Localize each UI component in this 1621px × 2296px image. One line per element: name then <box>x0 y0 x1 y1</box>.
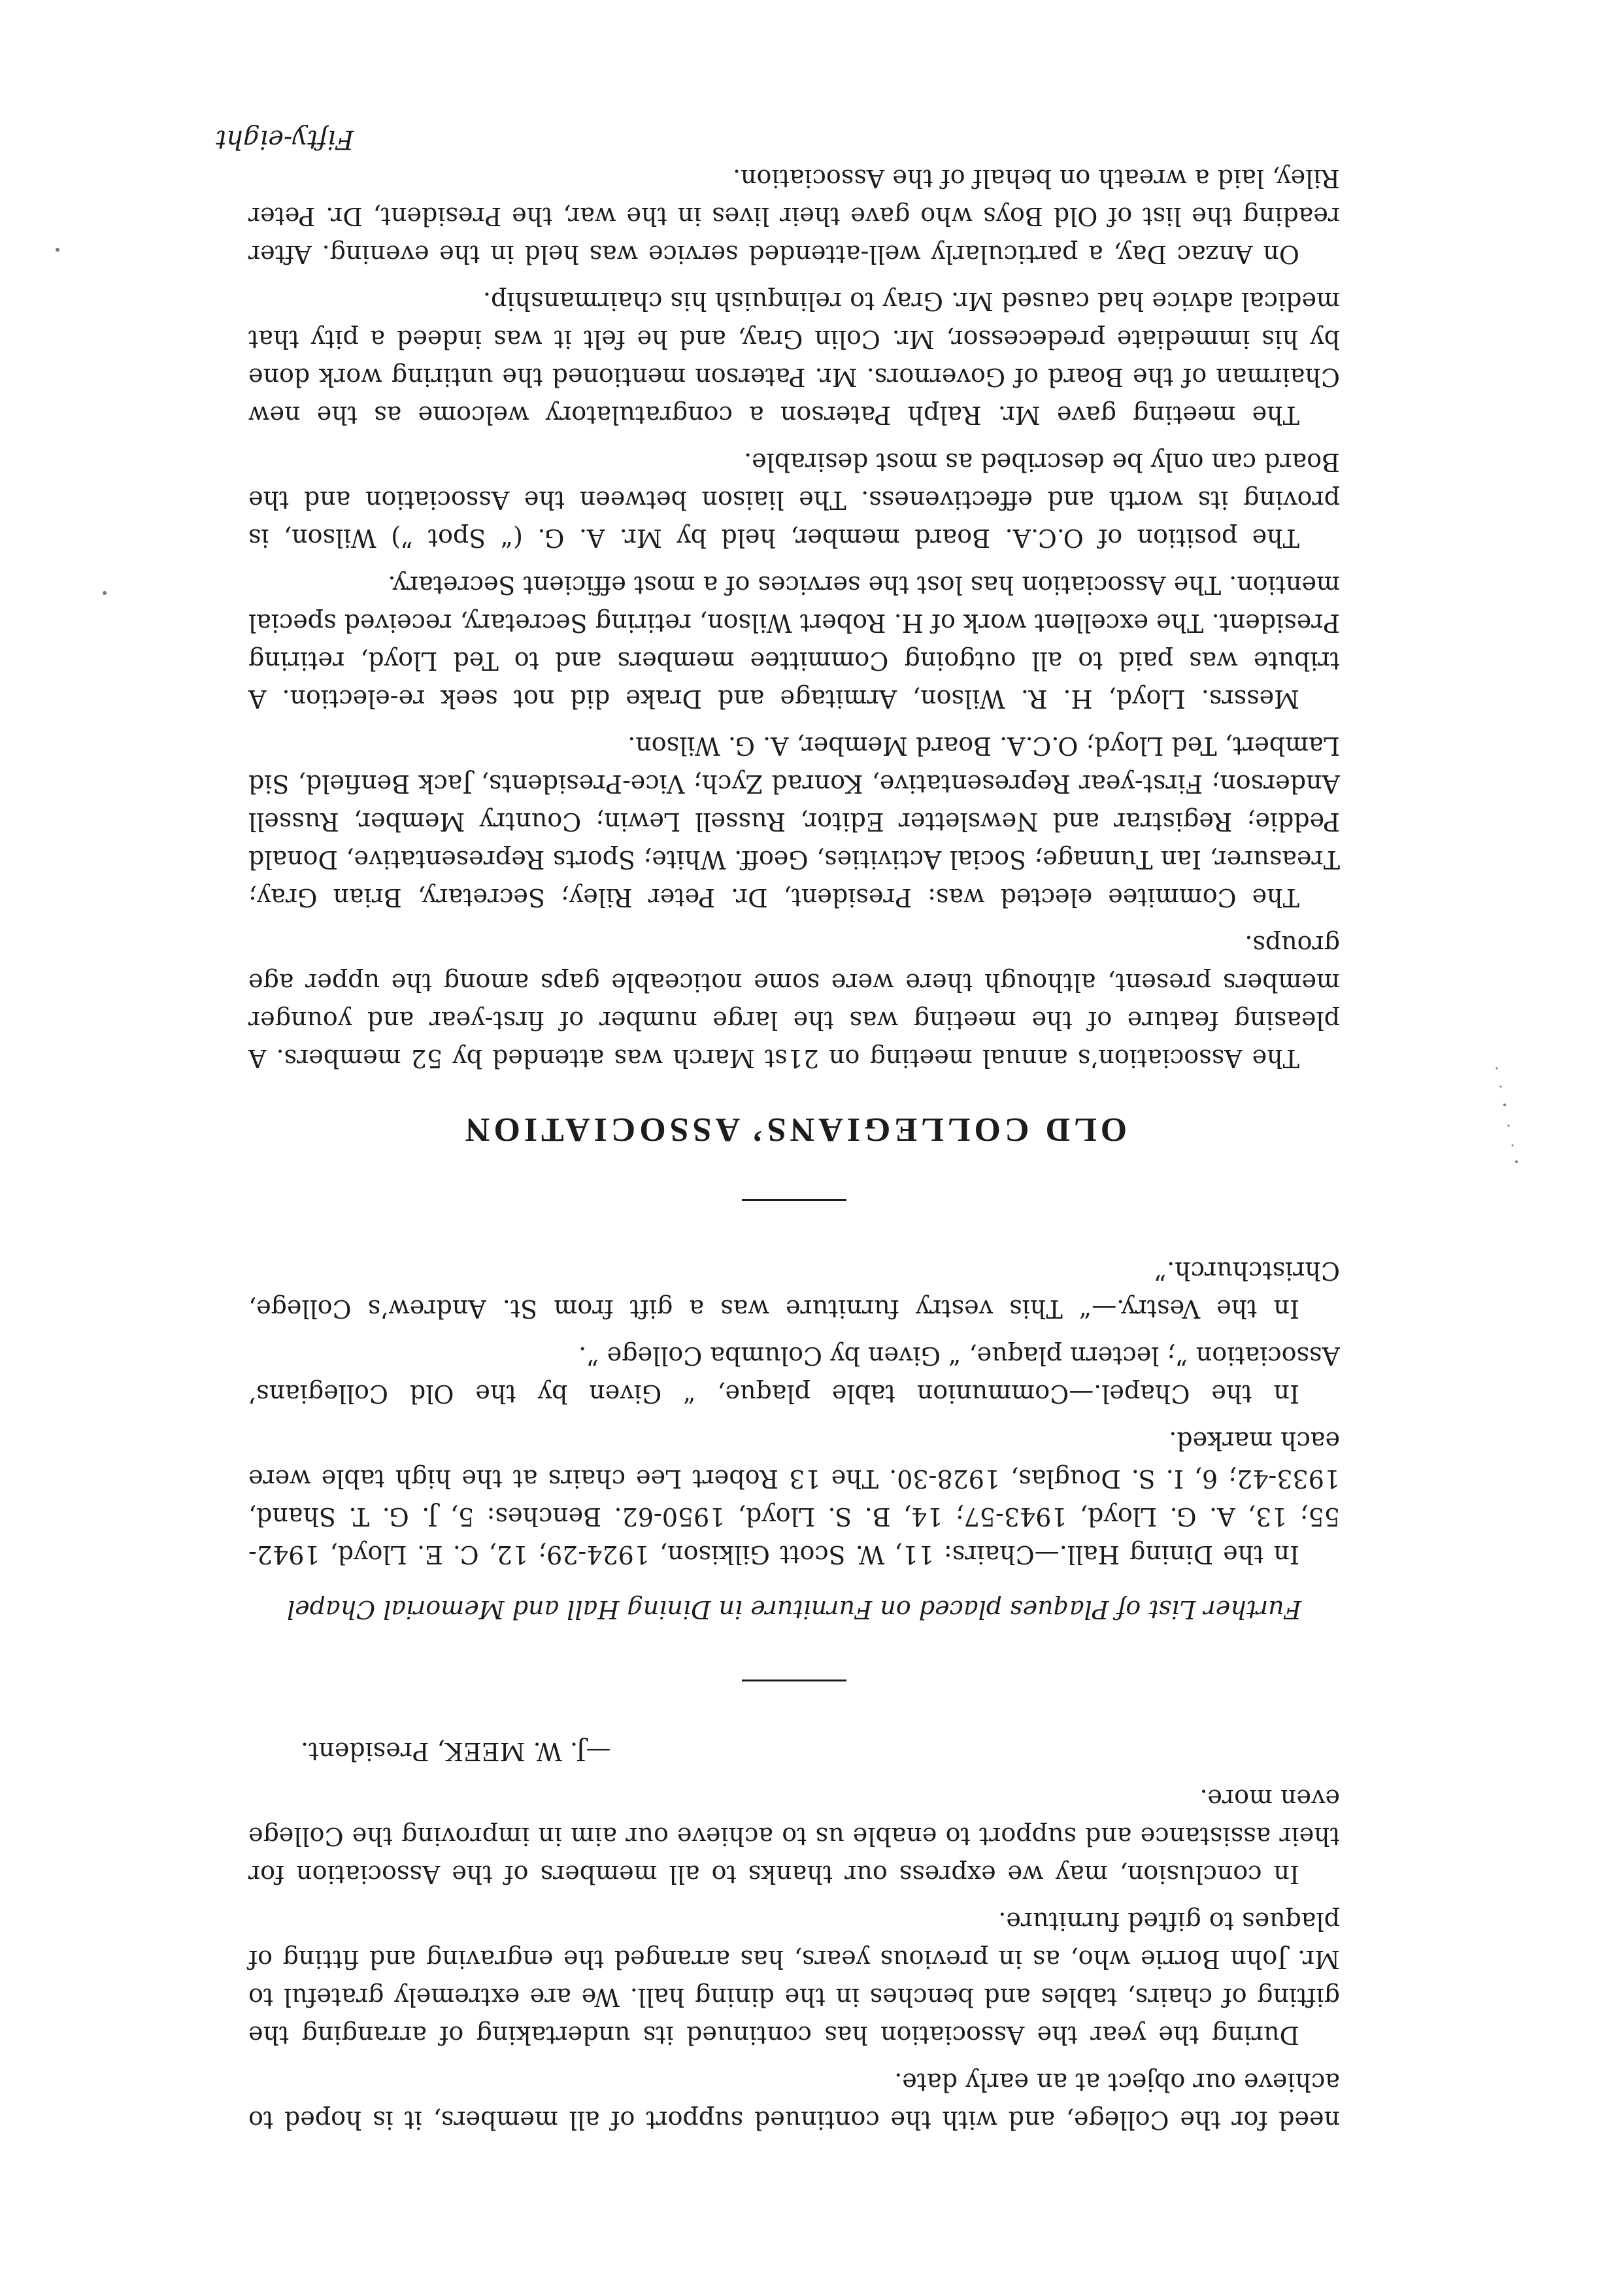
page-number: Fifty-eight <box>216 124 354 154</box>
document-body <box>248 150 1340 2139</box>
paragraph-conclusion: In conclusion, may we express our thanks to all members of the Association for their assistance and support to enable us to achieve our aim in improving the College even more. <box>248 1784 1340 1889</box>
paragraph-anzac-day: On Anzac Day, a particularly well-attended service was held in the evening. After reading the list of Old Boys who gave their lives in the war, the President, Dr. Peter Riley, laid a wreath on behalf of the Association. <box>248 164 1340 269</box>
paragraph-chapel-plaques: In the Chapel.—Communion table plaque, “ Given by the Old Collegians’ Association ”; lectern plaque, “ Given by Columba College ”. <box>248 1342 1340 1408</box>
paragraph-furniture-gifting: During the year the Association has continued its undertaking of arranging the gifting of chairs, tables and benches in the dining hall. We are extremely grateful to Mr. John Borrie who, as in previous years, has arranged the engraving and fitting of plaques to gifted furniture. <box>248 1907 1340 2050</box>
paragraph-dining-hall-plaques: In the Dining Hall.—Chairs: 11, W. Scott Gilkison, 1924-29; 12, C. E. Lloyd, 1942-55; 13, A. G. Lloyd, 1943-57; 14, B. S. Lloyd, 1950-62. Benches: 5, J. G. T. Shand, 1933-42; 6, I. S. Douglas, 1928-30. The 13 Robert Lee chairs at the high table were each marked. <box>248 1427 1340 1569</box>
paragraph-board-member: The position of O.C.A. Board member, held by Mr. A. G. (“ Spot ”) Wilson, is proving its worth and effectiveness. The liaison between the Association and the Board can only be described as most desirable. <box>248 448 1340 552</box>
paragraph-fundraising-continued: need for the College, and with the continued support of all members, it is hoped to achieve our object at an early date. <box>248 2068 1340 2135</box>
section-title: OLD COLLEGIANS’ ASSOCIATION <box>461 1111 1128 1148</box>
section-divider <box>742 1680 846 1681</box>
paragraph-vestry-plaques: In the Vestry.—“ This vestry furniture was a gift from St. Andrew’s College, Christchurch.” <box>248 1257 1340 1323</box>
section-divider <box>742 1199 846 1201</box>
paragraph-annual-meeting: The Association’s annual meeting on 21st March was attended by 52 members. A pleasing feature of the meeting was the large number of first-year and younger members present, although there were some noticeable gaps among the upper age groups. <box>248 930 1340 1073</box>
plaques-heading: Further List of Plaques placed on Furniture in Dining Hall and Memorial Chapel <box>286 1595 1302 1624</box>
paragraph-committee-elected: The Commitee elected was: President, Dr. Peter Riley; Secretary, Brian Gray; Treasurer, Ian Tunnage; Social Activities, Geoff. White; Sports Representative, Donald Peddie; Registrar and Newsletter Editor, Russell Lewin; Country Member, Russell Anderson; First-year Representative, Konrad Zych; Vice-Presidents, Jack Benfield, Sid Lambert, Ted Lloyd; O.C.A. Board Member, A. G. Wilson. <box>248 732 1340 912</box>
paragraph-board-chairman: The meeting gave Mr. Ralph Paterson a congratulatory welcome as the new Chairman of the Board of Governors. Mr. Paterson mentioned the untiring work done by his immediate predecessor, Mr. Colin Gray, and he felt it was indeed a pity that medical advice had caused Mr. Gray to relinquish his chairmanship. <box>248 287 1340 430</box>
president-signature: —J. W. MEEK, President. <box>301 1737 611 1766</box>
paragraph-retiring-members: Messrs. Lloyd, H. R. Wilson, Armitage and Drake did not seek re-election. A tribute was paid to all outgoing Committee members and to Ted Lloyd, retiring President. The excellent work of H. Robert Wilson, retiring Secretary, received special mention. The Association has lost the services of a most efficient Secretary. <box>248 571 1340 713</box>
